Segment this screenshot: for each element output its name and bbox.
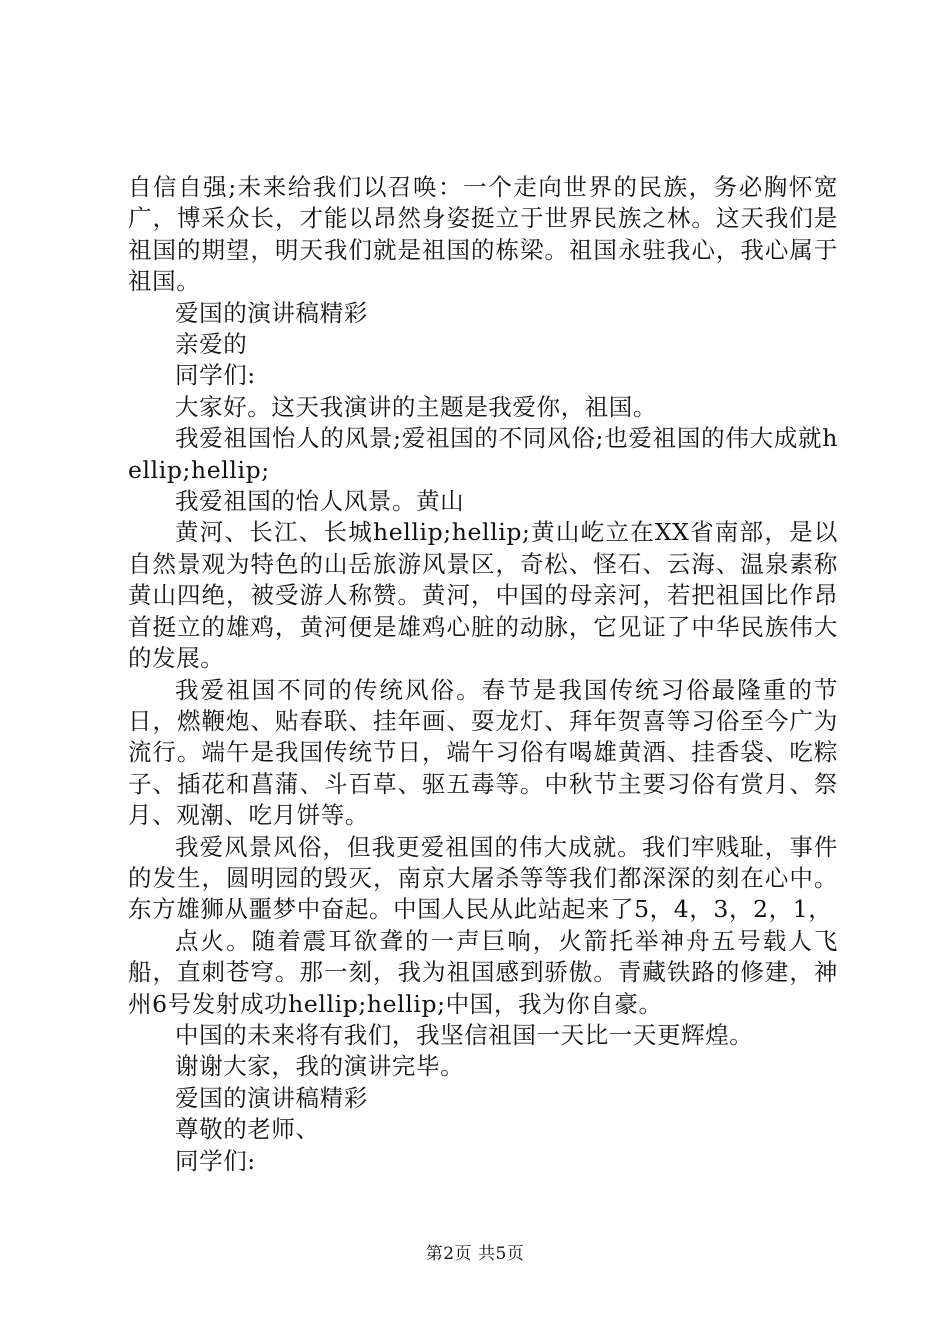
paragraph: 我爱风景风俗，但我更爱祖国的伟大成就。我们牢贱耻，事件的发生，圆明园的毁灭，南京大屠杀等等我们都深深的刻在心中。东方雄狮从噩梦中奋起。中国人民从此站起来了5，4，3，2，1， [128,832,838,924]
paragraph: 谢谢大家，我的演讲完毕。 [175,1052,465,1081]
paragraph: 自信自强;未来给我们以召唤：一个走向世界的民族，务必胸怀宽广，博采众长，才能以昂然身姿挺立于世界民族之林。这天我们是祖国的期望，明天我们就是祖国的栋梁。祖国永驻我心，我心属于祖国。 [128,173,838,296]
section-heading: 爱国的演讲稿精彩 [175,298,368,327]
paragraph: 中国的未来将有我们，我坚信祖国一天比一天更辉煌。 [175,1020,754,1049]
section-heading: 爱国的演讲稿精彩 [175,1083,368,1112]
document-body [128,172,838,1177]
salutation: 亲爱的 [175,330,248,359]
paragraph: 大家好。这天我演讲的主题是我爱你，祖国。 [175,392,657,421]
paragraph: 我爱祖国的怡人风景。黄山 [175,487,465,516]
paragraph: 我爱祖国不同的传统风俗。春节是我国传统习俗最隆重的节日，燃鞭炮、贴春联、挂年画、耍龙灯、拜年贺喜等习俗至今广为流行。端午是我国传统节日，端午习俗有喝雄黄酒、挂香袋、吃粽子、插花和菖蒲、斗百草、驱五毒等。中秋节主要习俗有赏月、祭月、观潮、吃月饼等。 [128,675,838,830]
salutation: 同学们: [175,361,256,390]
salutation: 同学们: [175,1146,256,1175]
paragraph: 黄河、长江、长城hellip;hellip;黄山屹立在XX省南部，是以自然景观为特色的山岳旅游风景区，奇松、怪石、云海、温泉素称黄山四绝，被受游人称赞。黄河，中国的母亲河，若把祖国比作昂首挺立的雄鸡，黄河便是雄鸡心脏的动脉，它见证了中华民族伟大的发展。 [128,518,838,673]
salutation: 尊敬的老师、 [175,1115,320,1144]
page-footer: 第2页 共5页 [425,1244,525,1264]
paragraph: 我爱祖国怡人的风景;爱祖国的不同风俗;也爱祖国的伟大成就hellip;hellip; [128,424,838,484]
paragraph: 点火。随着震耳欲聋的一声巨响，火箭托举神舟五号载人飞船，直刺苍穹。那一刻，我为祖国感到骄傲。青藏铁路的修建，神州6号发射成功hellip;hellip;中国，我为你自豪。 [128,926,838,1018]
